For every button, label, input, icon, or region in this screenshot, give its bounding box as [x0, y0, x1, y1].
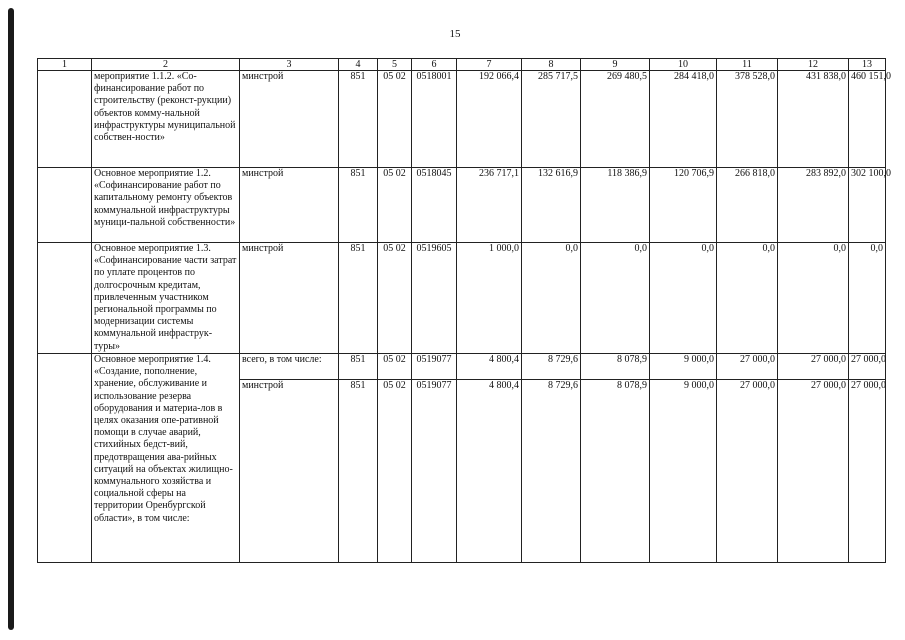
table-row [38, 168, 886, 243]
cell-code-section: 05 02 [378, 243, 412, 354]
cell-amount: 0,0 [650, 243, 717, 354]
cell-activity-name: Основное мероприятие 1.3. «Софинансирование части затрат по уплате процентов по долгосрочным кредитам, привлеченным участником региональной программы по модернизации системы коммунальной инфраструк-туры» [92, 243, 240, 354]
cell-amount: 8 078,9 [581, 380, 650, 563]
cell-amount: 9 000,0 [650, 354, 717, 380]
cell-code-grbs: 851 [339, 243, 378, 354]
cell-number [38, 71, 92, 168]
cell-amount: 120 706,9 [650, 168, 717, 243]
cell-amount: 236 717,1 [457, 168, 522, 243]
cell-amount: 27 000,0 [849, 380, 886, 563]
cell-amount: 118 386,9 [581, 168, 650, 243]
cell-amount: 27 000,0 [778, 354, 849, 380]
cell-code-target: 0519605 [412, 243, 457, 354]
cell-amount: 378 528,0 [717, 71, 778, 168]
cell-activity-name: Основное мероприятие 1.2. «Софинансирование работ по капитальному ремонту объектов коммунальной инфраструктуры муници-пальной собственности» [92, 168, 240, 243]
column-header: 3 [240, 59, 339, 71]
cell-amount: 0,0 [778, 243, 849, 354]
page-number: 15 [449, 28, 461, 40]
cell-amount: 0,0 [717, 243, 778, 354]
cell-amount: 27 000,0 [778, 380, 849, 563]
column-header: 1 [38, 59, 92, 71]
column-header: 2 [92, 59, 240, 71]
cell-amount: 4 800,4 [457, 354, 522, 380]
cell-executor: минстрой [240, 168, 339, 243]
cell-amount: 27 000,0 [849, 354, 886, 380]
cell-executor: минстрой [240, 71, 339, 168]
cell-number [38, 243, 92, 354]
column-header: 12 [778, 59, 849, 71]
column-header: 8 [522, 59, 581, 71]
cell-amount: 266 818,0 [717, 168, 778, 243]
cell-number [38, 354, 92, 563]
cell-amount: 431 838,0 [778, 71, 849, 168]
cell-code-section: 05 02 [378, 380, 412, 563]
table-row [38, 354, 886, 380]
column-header: 10 [650, 59, 717, 71]
cell-amount: 0,0 [849, 243, 886, 354]
cell-amount: 302 100,0 [849, 168, 886, 243]
cell-code-section: 05 02 [378, 354, 412, 380]
cell-amount: 284 418,0 [650, 71, 717, 168]
cell-amount: 1 000,0 [457, 243, 522, 354]
cell-code-section: 05 02 [378, 168, 412, 243]
column-header: 7 [457, 59, 522, 71]
cell-executor: всего, в том числе: [240, 354, 339, 380]
column-header: 13 [849, 59, 886, 71]
column-header: 6 [412, 59, 457, 71]
cell-amount: 460 151,0 [849, 71, 886, 168]
cell-executor: минстрой [240, 380, 339, 563]
cell-code-grbs: 851 [339, 71, 378, 168]
cell-activity-name: мероприятие 1.1.2. «Со-финансирование работ по строительству (реконст-рукции) объектов комму-нальной инфраструктуры муниципальной собствен-ности» [92, 71, 240, 168]
cell-code-section: 05 02 [378, 71, 412, 168]
cell-amount: 9 000,0 [650, 380, 717, 563]
column-header: 9 [581, 59, 650, 71]
cell-amount: 27 000,0 [717, 354, 778, 380]
cell-code-target: 0518045 [412, 168, 457, 243]
column-header: 4 [339, 59, 378, 71]
cell-activity-name: Основное мероприятие 1.4. «Создание, пополнение, хранение, обслуживание и использование резерва оборудования и материа-лов в целях оказания опе-ративной помощи в случае аварий, стихийных бедст-вий, предотвращения ава-рийных ситуаций на объектах жилищно-коммунального хозяйства и социальной сферы на территории Оренбургской области», в том числе: [92, 354, 240, 563]
cell-code-grbs: 851 [339, 354, 378, 380]
cell-executor: минстрой [240, 243, 339, 354]
column-header: 11 [717, 59, 778, 71]
cell-amount: 192 066,4 [457, 71, 522, 168]
cell-amount: 27 000,0 [717, 380, 778, 563]
cell-amount: 283 892,0 [778, 168, 849, 243]
cell-amount: 8 078,9 [581, 354, 650, 380]
table-row [38, 71, 886, 168]
cell-amount: 132 616,9 [522, 168, 581, 243]
cell-amount: 0,0 [581, 243, 650, 354]
cell-amount: 285 717,5 [522, 71, 581, 168]
cell-amount: 269 480,5 [581, 71, 650, 168]
cell-code-target: 0519077 [412, 380, 457, 563]
cell-code-grbs: 851 [339, 380, 378, 563]
cell-amount: 8 729,6 [522, 354, 581, 380]
cell-amount: 8 729,6 [522, 380, 581, 563]
cell-number [38, 168, 92, 243]
cell-code-grbs: 851 [339, 168, 378, 243]
column-header: 5 [378, 59, 412, 71]
budget-table [37, 58, 891, 563]
cell-code-target: 0518001 [412, 71, 457, 168]
table-header-row [38, 59, 886, 71]
cell-amount: 4 800,4 [457, 380, 522, 563]
cell-code-target: 0519077 [412, 354, 457, 380]
scan-edge-shadow [8, 8, 14, 630]
table-row [38, 243, 886, 354]
cell-amount: 0,0 [522, 243, 581, 354]
